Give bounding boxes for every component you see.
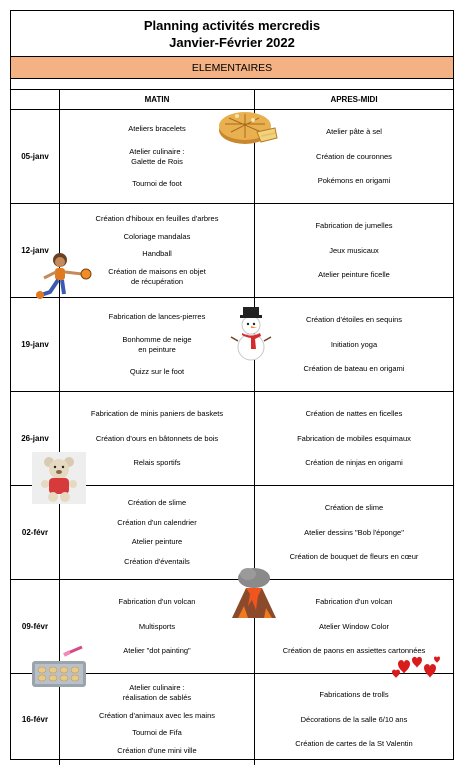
activity-item: Handball (142, 249, 172, 259)
activity-item: Tournoi de Fifa (132, 728, 182, 738)
date-cell: 19-janv (11, 298, 60, 391)
morning-column-header: MATIN (60, 90, 255, 109)
date-cell: 02-févr (11, 486, 60, 579)
activity-item: Pokémons en origami (317, 176, 391, 186)
handball-player-icon (30, 252, 98, 302)
teddy-bear-icon (32, 452, 86, 504)
activity-item: Création d'ours en bâtonnets de bois (95, 433, 219, 443)
activity-item: Fabrications de trolls (319, 690, 389, 700)
morning-cell (60, 486, 255, 579)
page-title (11, 11, 453, 57)
activity-item: Création de cartes de la St Valentin (295, 738, 413, 748)
date-cell: 09-févr (11, 580, 60, 673)
afternoon-column-header: APRES-MIDI (330, 95, 378, 104)
activity-item: Jeux musicaux (329, 245, 379, 255)
activity-item: Atelier culinaire : réalisation de sablés (122, 683, 192, 703)
activity-item: Fabrication de lances-pierres (108, 312, 206, 322)
date-cell: 16-févr (11, 674, 60, 765)
activity-item: Atelier dessins "Bob l'éponge" (304, 527, 404, 537)
activity-item: Coloriage mandalas (123, 231, 191, 241)
activity-item: Quizz sur le foot (129, 366, 185, 376)
activity-item: Atelier "dot painting" (123, 646, 191, 656)
afternoon-cell (255, 110, 453, 203)
activity-item: Création d'éventails (124, 557, 190, 567)
spacer-row (11, 79, 453, 90)
activity-item: Création d'une mini ville (117, 745, 197, 755)
activity-item: Création de bateau en origami (303, 364, 405, 374)
date-cell: 12-janv (11, 204, 60, 297)
galette-des-rois-icon (217, 104, 279, 148)
section-band: ELEMENTAIRES (11, 57, 453, 79)
activity-item: Création de ninjas en origami (305, 458, 403, 468)
activity-item: Création de nattes en ficelles (305, 408, 403, 418)
activity-item: Fabrication de jumelles (315, 220, 393, 230)
afternoon-cell (255, 392, 453, 485)
activity-item: Atelier peinture (131, 537, 183, 547)
title-line-2: Janvier-Février 2022 (169, 35, 295, 50)
afternoon-cell (255, 298, 453, 391)
date-cell: 26-janv (11, 392, 60, 485)
cookie-tray-icon (30, 645, 88, 689)
morning-cell (60, 674, 255, 765)
activity-item: Fabrication de mobiles esquimaux (297, 433, 411, 443)
activity-item: Création de slime (127, 497, 187, 507)
activity-item: Multisports (138, 621, 176, 631)
title-line-1: Planning activités mercredis (143, 18, 321, 33)
afternoon-cell (255, 674, 453, 765)
activity-item: Création d'étoiles en sequins (305, 314, 403, 324)
activity-item: Création d'un calendrier (117, 517, 197, 527)
morning-cell (60, 580, 255, 673)
afternoon-cell (255, 204, 453, 297)
activity-item: Création d'hiboux en feuilles d'arbres (95, 213, 219, 223)
activity-item: Fabrication d'un volcan (118, 596, 196, 606)
date-column-header (11, 90, 60, 109)
activity-item: Création de couronnes (316, 151, 392, 161)
activity-item: Fabrication d'un volcan (315, 596, 393, 606)
activity-item: Création de paons en assiettes cartonnées (282, 646, 426, 656)
afternoon-cell (255, 486, 453, 579)
morning-cell (60, 392, 255, 485)
activity-item: Création de slime (324, 502, 384, 512)
date-cell: 05-janv (11, 110, 60, 203)
activity-item: Atelier peinture ficelle (318, 270, 390, 280)
activity-item: Bonhomme de neige en peinture (122, 334, 192, 354)
hearts-icon (390, 654, 444, 682)
activity-item: Atelier pâte à sel (326, 126, 382, 136)
morning-cell (60, 298, 255, 391)
activity-item: Fabrication de minis paniers de baskets (90, 408, 224, 418)
activity-item: Tournoi de foot (132, 178, 182, 188)
activity-item: Relais sportifs (133, 458, 181, 468)
activity-item: Atelier Window Color (318, 621, 390, 631)
activity-item: Création de bouquet de fleurs en cœur (289, 552, 419, 562)
activity-item: Atelier culinaire : Galette de Rois (129, 146, 185, 166)
activity-item: Décorations de la salle 6/10 ans (300, 714, 408, 724)
activity-item: Ateliers bracelets (128, 124, 186, 134)
activity-item: Création d'animaux avec les mains (98, 710, 216, 720)
activity-item: Initiation yoga (330, 339, 378, 349)
snowman-icon (229, 305, 273, 361)
activity-item: Création de maisons en objet de récupération (108, 267, 206, 287)
volcano-icon (228, 566, 280, 620)
